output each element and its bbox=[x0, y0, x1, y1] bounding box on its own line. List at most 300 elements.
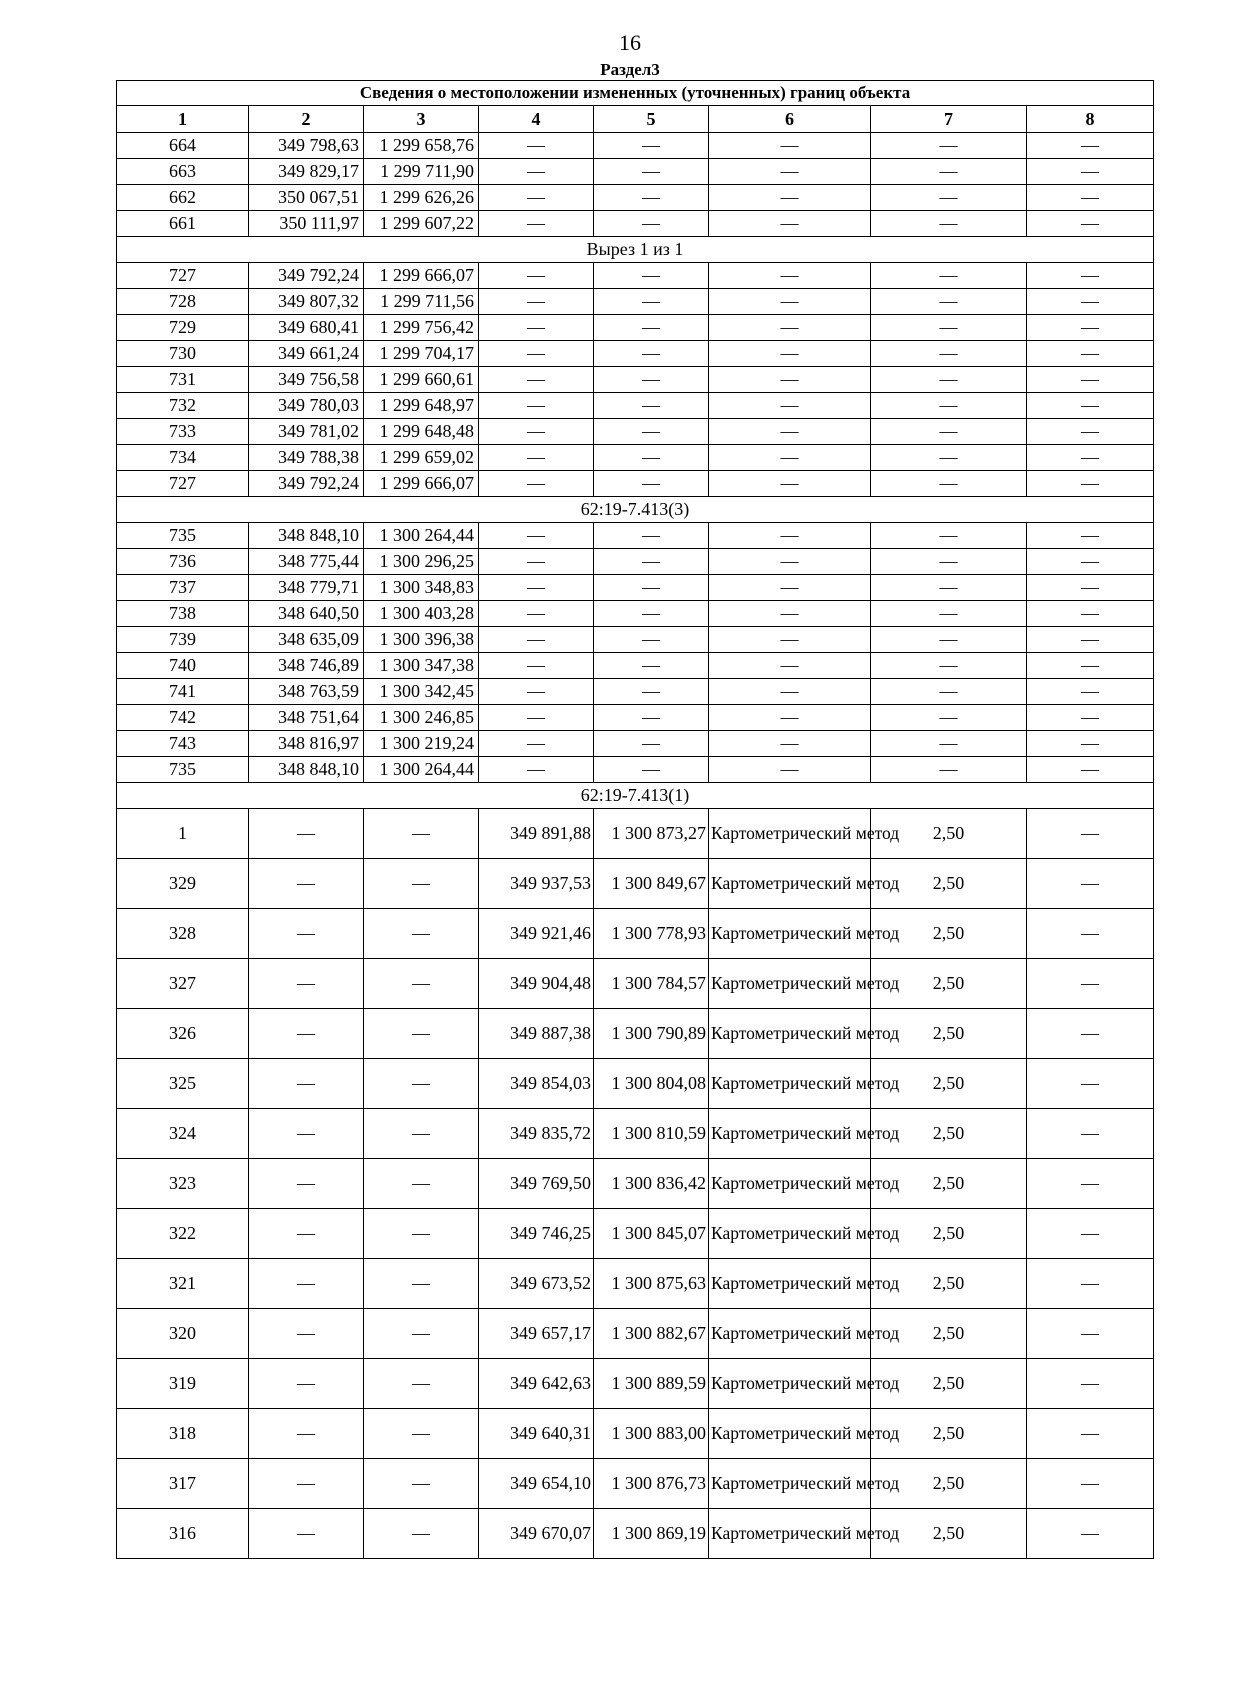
table-cell: — bbox=[479, 341, 594, 367]
table-cell: — bbox=[871, 211, 1027, 237]
table-cell: — bbox=[594, 549, 709, 575]
table-cell: — bbox=[871, 315, 1027, 341]
table-row bbox=[117, 679, 1154, 705]
table-cell: 1 299 648,97 bbox=[364, 393, 479, 419]
table-cell: 348 816,97 bbox=[249, 731, 364, 757]
table-cell: — bbox=[594, 211, 709, 237]
table-cell: — bbox=[249, 809, 364, 859]
table-cell: — bbox=[871, 393, 1027, 419]
table-cell: — bbox=[249, 1509, 364, 1559]
table-row bbox=[117, 159, 1154, 185]
table-cell: — bbox=[479, 211, 594, 237]
table-cell: — bbox=[1027, 263, 1154, 289]
table-cell: — bbox=[709, 627, 871, 653]
table-cell: 1 299 711,90 bbox=[364, 159, 479, 185]
table-cell: 1 300 396,38 bbox=[364, 627, 479, 653]
table-cell: 739 bbox=[117, 627, 249, 653]
table-cell: — bbox=[1027, 809, 1154, 859]
column-header: 8 bbox=[1027, 106, 1154, 133]
table-cell: 1 300 845,07 bbox=[594, 1209, 709, 1259]
table-cell: 743 bbox=[117, 731, 249, 757]
table-cell: 1 300 246,85 bbox=[364, 705, 479, 731]
table-cell: 348 640,50 bbox=[249, 601, 364, 627]
table-row bbox=[117, 1209, 1154, 1259]
table-row bbox=[117, 809, 1154, 859]
table-cell: 348 751,64 bbox=[249, 705, 364, 731]
table-row bbox=[117, 1109, 1154, 1159]
table-cell: 2,50 bbox=[871, 859, 1027, 909]
table-cell: 1 300 875,63 bbox=[594, 1259, 709, 1309]
table-cell: — bbox=[709, 653, 871, 679]
table-cell: — bbox=[594, 575, 709, 601]
table-cell: 727 bbox=[117, 471, 249, 497]
table-cell: 349 640,31 bbox=[479, 1409, 594, 1459]
table-caption: Сведения о местоположении измененных (уточненных) границ объекта bbox=[117, 81, 1154, 106]
table-row bbox=[117, 315, 1154, 341]
table-cell: Картометрический метод bbox=[709, 1309, 871, 1359]
table-cell: — bbox=[249, 1409, 364, 1459]
table-cell: — bbox=[1027, 1459, 1154, 1509]
table-cell: 329 bbox=[117, 859, 249, 909]
table-cell: Картометрический метод bbox=[709, 1009, 871, 1059]
table-row bbox=[117, 731, 1154, 757]
table-cell: — bbox=[479, 445, 594, 471]
table-cell: — bbox=[1027, 705, 1154, 731]
table-cell: — bbox=[709, 185, 871, 211]
contour-subheader-row bbox=[117, 497, 1154, 523]
table-cell: 349 642,63 bbox=[479, 1359, 594, 1409]
table-cell: — bbox=[364, 859, 479, 909]
table-cell: 1 300 882,67 bbox=[594, 1309, 709, 1359]
table-cell: — bbox=[1027, 909, 1154, 959]
table-cell: Картометрический метод bbox=[709, 1459, 871, 1509]
column-header: 1 bbox=[117, 106, 249, 133]
table-cell: 728 bbox=[117, 289, 249, 315]
table-cell: — bbox=[871, 159, 1027, 185]
table-cell: — bbox=[594, 367, 709, 393]
table-cell: — bbox=[1027, 289, 1154, 315]
table-cell: 735 bbox=[117, 757, 249, 783]
table-cell: 1 300 296,25 bbox=[364, 549, 479, 575]
table-cell: — bbox=[479, 367, 594, 393]
table-row bbox=[117, 601, 1154, 627]
table-cell: — bbox=[871, 705, 1027, 731]
table-row bbox=[117, 471, 1154, 497]
table-cell: 348 848,10 bbox=[249, 757, 364, 783]
table-cell: Картометрический метод bbox=[709, 1409, 871, 1459]
table-cell: — bbox=[1027, 959, 1154, 1009]
table-cell: — bbox=[1027, 757, 1154, 783]
table-cell: 349 798,63 bbox=[249, 133, 364, 159]
table-cell: — bbox=[1027, 1109, 1154, 1159]
table-cell: — bbox=[594, 289, 709, 315]
table-cell: 1 300 348,83 bbox=[364, 575, 479, 601]
column-header-row bbox=[117, 106, 1154, 133]
table-cell: — bbox=[1027, 1059, 1154, 1109]
table-cell: — bbox=[364, 1009, 479, 1059]
table-cell: — bbox=[1027, 1259, 1154, 1309]
table-cell: Картометрический метод bbox=[709, 809, 871, 859]
table-cell: — bbox=[1027, 315, 1154, 341]
table-cell: 349 670,07 bbox=[479, 1509, 594, 1559]
table-cell: — bbox=[479, 601, 594, 627]
table-cell: — bbox=[249, 1259, 364, 1309]
table-cell: 742 bbox=[117, 705, 249, 731]
table-cell: Картометрический метод bbox=[709, 1359, 871, 1409]
table-cell: — bbox=[594, 445, 709, 471]
table-cell: 2,50 bbox=[871, 1109, 1027, 1159]
contour-label: 62:19-7.413(1) bbox=[117, 783, 1154, 809]
table-row bbox=[117, 959, 1154, 1009]
table-cell: — bbox=[1027, 419, 1154, 445]
table-cell: — bbox=[479, 419, 594, 445]
table-cell: 2,50 bbox=[871, 909, 1027, 959]
table-cell: — bbox=[594, 523, 709, 549]
table-cell: — bbox=[479, 575, 594, 601]
table-cell: 1 299 666,07 bbox=[364, 471, 479, 497]
table-cell: — bbox=[594, 133, 709, 159]
table-cell: Картометрический метод bbox=[709, 909, 871, 959]
table-cell: 734 bbox=[117, 445, 249, 471]
table-cell: — bbox=[709, 133, 871, 159]
table-cell: 349 904,48 bbox=[479, 959, 594, 1009]
table-cell: — bbox=[479, 159, 594, 185]
contour-label: Вырез 1 из 1 bbox=[117, 237, 1154, 263]
table-cell: — bbox=[479, 185, 594, 211]
table-cell: 2,50 bbox=[871, 809, 1027, 859]
table-cell: — bbox=[709, 471, 871, 497]
table-cell: — bbox=[709, 757, 871, 783]
table-cell: — bbox=[871, 731, 1027, 757]
table-cell: 1 299 658,76 bbox=[364, 133, 479, 159]
table-cell: — bbox=[479, 133, 594, 159]
table-cell: 349 854,03 bbox=[479, 1059, 594, 1109]
table-cell: — bbox=[1027, 1359, 1154, 1409]
table-cell: — bbox=[871, 341, 1027, 367]
table-cell: 2,50 bbox=[871, 1459, 1027, 1509]
table-row bbox=[117, 367, 1154, 393]
table-cell: 1 300 784,57 bbox=[594, 959, 709, 1009]
table-cell: — bbox=[594, 315, 709, 341]
table-cell: — bbox=[709, 679, 871, 705]
table-cell: — bbox=[1027, 471, 1154, 497]
table-row bbox=[117, 705, 1154, 731]
table-cell: 1 299 626,26 bbox=[364, 185, 479, 211]
table-cell: — bbox=[594, 471, 709, 497]
table-row bbox=[117, 575, 1154, 601]
table-cell: — bbox=[709, 419, 871, 445]
table-cell: — bbox=[479, 757, 594, 783]
table-cell: — bbox=[594, 627, 709, 653]
table-cell: — bbox=[364, 809, 479, 859]
table-row bbox=[117, 263, 1154, 289]
table-cell: 1 300 264,44 bbox=[364, 523, 479, 549]
table-cell: 349 937,53 bbox=[479, 859, 594, 909]
table-cell: — bbox=[709, 367, 871, 393]
table-cell: 1 300 873,27 bbox=[594, 809, 709, 859]
table-cell: — bbox=[871, 653, 1027, 679]
table-cell: — bbox=[479, 627, 594, 653]
table-cell: — bbox=[709, 159, 871, 185]
table-cell: — bbox=[594, 263, 709, 289]
table-cell: 1 300 219,24 bbox=[364, 731, 479, 757]
table-cell: — bbox=[594, 341, 709, 367]
table-cell: — bbox=[594, 419, 709, 445]
table-cell: 349 891,88 bbox=[479, 809, 594, 859]
table-cell: 349 746,25 bbox=[479, 1209, 594, 1259]
boundary-coordinates-table bbox=[116, 80, 1154, 1559]
table-cell: 326 bbox=[117, 1009, 249, 1059]
table-cell: — bbox=[479, 471, 594, 497]
table-row bbox=[117, 859, 1154, 909]
table-cell: — bbox=[1027, 523, 1154, 549]
table-cell: — bbox=[364, 1259, 479, 1309]
table-row bbox=[117, 1509, 1154, 1559]
table-cell: — bbox=[479, 679, 594, 705]
table-cell: 348 763,59 bbox=[249, 679, 364, 705]
table-cell: 349 657,17 bbox=[479, 1309, 594, 1359]
table-cell: — bbox=[364, 1059, 479, 1109]
table-row bbox=[117, 1459, 1154, 1509]
table-cell: 349 792,24 bbox=[249, 263, 364, 289]
table-cell: — bbox=[709, 705, 871, 731]
section-title: Раздел3 bbox=[600, 60, 660, 79]
table-cell: 729 bbox=[117, 315, 249, 341]
table-cell: — bbox=[1027, 1309, 1154, 1359]
table-cell: 2,50 bbox=[871, 1509, 1027, 1559]
table-cell: 1 300 876,73 bbox=[594, 1459, 709, 1509]
table-cell: — bbox=[871, 289, 1027, 315]
table-cell: — bbox=[479, 731, 594, 757]
table-cell: — bbox=[479, 705, 594, 731]
table-cell: — bbox=[364, 1109, 479, 1159]
table-cell: 349 673,52 bbox=[479, 1259, 594, 1309]
table-cell: 349 807,32 bbox=[249, 289, 364, 315]
table-cell: 732 bbox=[117, 393, 249, 419]
column-header: 6 bbox=[709, 106, 871, 133]
table-row bbox=[117, 419, 1154, 445]
table-cell: 349 756,58 bbox=[249, 367, 364, 393]
table-cell: — bbox=[709, 289, 871, 315]
table-cell: — bbox=[709, 445, 871, 471]
table-cell: 317 bbox=[117, 1459, 249, 1509]
table-cell: 348 775,44 bbox=[249, 549, 364, 575]
table-cell: — bbox=[249, 1209, 364, 1259]
table-cell: — bbox=[871, 133, 1027, 159]
table-cell: 1 300 264,44 bbox=[364, 757, 479, 783]
table-cell: — bbox=[1027, 1209, 1154, 1259]
table-cell: 1 299 607,22 bbox=[364, 211, 479, 237]
table-cell: 741 bbox=[117, 679, 249, 705]
table-cell: 740 bbox=[117, 653, 249, 679]
table-cell: 664 bbox=[117, 133, 249, 159]
table-cell: 663 bbox=[117, 159, 249, 185]
table-cell: 1 299 660,61 bbox=[364, 367, 479, 393]
table-cell: 738 bbox=[117, 601, 249, 627]
table-cell: 661 bbox=[117, 211, 249, 237]
table-cell: 662 bbox=[117, 185, 249, 211]
table-cell: 1 300 403,28 bbox=[364, 601, 479, 627]
table-cell: 1 299 648,48 bbox=[364, 419, 479, 445]
table-cell: 1 299 659,02 bbox=[364, 445, 479, 471]
table-cell: — bbox=[871, 627, 1027, 653]
table-cell: — bbox=[1027, 1409, 1154, 1459]
table-body bbox=[117, 133, 1154, 1559]
table-cell: — bbox=[364, 1309, 479, 1359]
table-row bbox=[117, 289, 1154, 315]
table-cell: 1 300 883,00 bbox=[594, 1409, 709, 1459]
table-cell: — bbox=[709, 575, 871, 601]
table-cell: 323 bbox=[117, 1159, 249, 1209]
table-cell: 1 300 810,59 bbox=[594, 1109, 709, 1159]
table-cell: — bbox=[594, 731, 709, 757]
table-cell: — bbox=[709, 393, 871, 419]
table-cell: 348 779,71 bbox=[249, 575, 364, 601]
table-cell: 316 bbox=[117, 1509, 249, 1559]
table-cell: 348 848,10 bbox=[249, 523, 364, 549]
column-header: 2 bbox=[249, 106, 364, 133]
table-cell: — bbox=[871, 185, 1027, 211]
table-cell: Картометрический метод bbox=[709, 1059, 871, 1109]
table-cell: 2,50 bbox=[871, 1359, 1027, 1409]
table-cell: — bbox=[1027, 133, 1154, 159]
contour-subheader-row bbox=[117, 783, 1154, 809]
table-cell: — bbox=[249, 1159, 364, 1209]
table-row bbox=[117, 1359, 1154, 1409]
table-cell: 325 bbox=[117, 1059, 249, 1109]
table-cell: 349 661,24 bbox=[249, 341, 364, 367]
table-cell: 1 300 342,45 bbox=[364, 679, 479, 705]
table-cell: — bbox=[871, 679, 1027, 705]
table-cell: — bbox=[709, 549, 871, 575]
table-cell: 349 835,72 bbox=[479, 1109, 594, 1159]
table-cell: Картометрический метод bbox=[709, 1509, 871, 1559]
table-row bbox=[117, 1059, 1154, 1109]
table-cell: 1 300 836,42 bbox=[594, 1159, 709, 1209]
table-cell: 733 bbox=[117, 419, 249, 445]
table-cell: — bbox=[1027, 367, 1154, 393]
table-row bbox=[117, 909, 1154, 959]
table-cell: — bbox=[594, 757, 709, 783]
page-number: 16 bbox=[619, 30, 641, 55]
table-cell: 349 788,38 bbox=[249, 445, 364, 471]
table-row bbox=[117, 211, 1154, 237]
table-cell: — bbox=[249, 859, 364, 909]
table-cell: — bbox=[249, 1309, 364, 1359]
table-cell: Картометрический метод bbox=[709, 1209, 871, 1259]
table-cell: 2,50 bbox=[871, 1309, 1027, 1359]
table-cell: 1 300 849,67 bbox=[594, 859, 709, 909]
table-cell: — bbox=[364, 1459, 479, 1509]
table-cell: — bbox=[871, 367, 1027, 393]
table-cell: — bbox=[871, 523, 1027, 549]
table-cell: — bbox=[594, 679, 709, 705]
table-cell: — bbox=[249, 1459, 364, 1509]
table-cell: 349 781,02 bbox=[249, 419, 364, 445]
table-cell: — bbox=[1027, 1009, 1154, 1059]
table-cell: Картометрический метод bbox=[709, 1159, 871, 1209]
table-cell: — bbox=[249, 1359, 364, 1409]
table-cell: — bbox=[479, 523, 594, 549]
table-cell: 349 792,24 bbox=[249, 471, 364, 497]
table-cell: 349 769,50 bbox=[479, 1159, 594, 1209]
table-cell: 321 bbox=[117, 1259, 249, 1309]
table-cell: — bbox=[709, 341, 871, 367]
table-cell: 349 921,46 bbox=[479, 909, 594, 959]
table-cell: — bbox=[479, 393, 594, 419]
table-cell: — bbox=[594, 653, 709, 679]
table-cell: 349 780,03 bbox=[249, 393, 364, 419]
table-cell: — bbox=[1027, 601, 1154, 627]
table-cell: — bbox=[594, 185, 709, 211]
table-cell: — bbox=[871, 601, 1027, 627]
table-cell: Картометрический метод bbox=[709, 959, 871, 1009]
table-row bbox=[117, 185, 1154, 211]
table-row bbox=[117, 393, 1154, 419]
table-cell: 320 bbox=[117, 1309, 249, 1359]
table-cell: 1 299 711,56 bbox=[364, 289, 479, 315]
table-cell: 1 300 790,89 bbox=[594, 1009, 709, 1059]
table-cell: — bbox=[479, 653, 594, 679]
table-cell: — bbox=[1027, 679, 1154, 705]
table-cell: 350 067,51 bbox=[249, 185, 364, 211]
table-cell: — bbox=[594, 159, 709, 185]
table-cell: — bbox=[364, 1359, 479, 1409]
table-cell: — bbox=[249, 1009, 364, 1059]
table-cell: — bbox=[594, 705, 709, 731]
table-cell: — bbox=[364, 909, 479, 959]
table-cell: 1 300 778,93 bbox=[594, 909, 709, 959]
table-cell: 1 300 804,08 bbox=[594, 1059, 709, 1109]
table-cell: — bbox=[709, 211, 871, 237]
table-cell: 736 bbox=[117, 549, 249, 575]
table-cell: — bbox=[364, 1409, 479, 1459]
table-cell: 348 746,89 bbox=[249, 653, 364, 679]
table-cell: — bbox=[479, 315, 594, 341]
table-cell: 349 887,38 bbox=[479, 1009, 594, 1059]
table-cell: — bbox=[1027, 159, 1154, 185]
table-cell: — bbox=[1027, 1159, 1154, 1209]
table-cell: 737 bbox=[117, 575, 249, 601]
table-cell: 730 bbox=[117, 341, 249, 367]
table-row bbox=[117, 341, 1154, 367]
table-cell: 322 bbox=[117, 1209, 249, 1259]
table-cell: — bbox=[709, 263, 871, 289]
table-cell: — bbox=[1027, 211, 1154, 237]
table-cell: 727 bbox=[117, 263, 249, 289]
table-cell: 2,50 bbox=[871, 1209, 1027, 1259]
table-cell: 2,50 bbox=[871, 1259, 1027, 1309]
column-header: 7 bbox=[871, 106, 1027, 133]
table-cell: 1 300 869,19 bbox=[594, 1509, 709, 1559]
table-cell: 731 bbox=[117, 367, 249, 393]
column-header: 3 bbox=[364, 106, 479, 133]
table-cell: — bbox=[1027, 731, 1154, 757]
table-cell: 348 635,09 bbox=[249, 627, 364, 653]
table-cell: — bbox=[1027, 549, 1154, 575]
table-cell: 1 300 347,38 bbox=[364, 653, 479, 679]
table-cell: — bbox=[1027, 575, 1154, 601]
table-row bbox=[117, 1409, 1154, 1459]
table-cell: 2,50 bbox=[871, 1009, 1027, 1059]
table-row bbox=[117, 757, 1154, 783]
table-cell: — bbox=[1027, 1509, 1154, 1559]
table-cell: — bbox=[1027, 859, 1154, 909]
table-cell: 1 300 889,59 bbox=[594, 1359, 709, 1409]
table-cell: 2,50 bbox=[871, 1409, 1027, 1459]
table-cell: 349 654,10 bbox=[479, 1459, 594, 1509]
table-cell: — bbox=[871, 419, 1027, 445]
